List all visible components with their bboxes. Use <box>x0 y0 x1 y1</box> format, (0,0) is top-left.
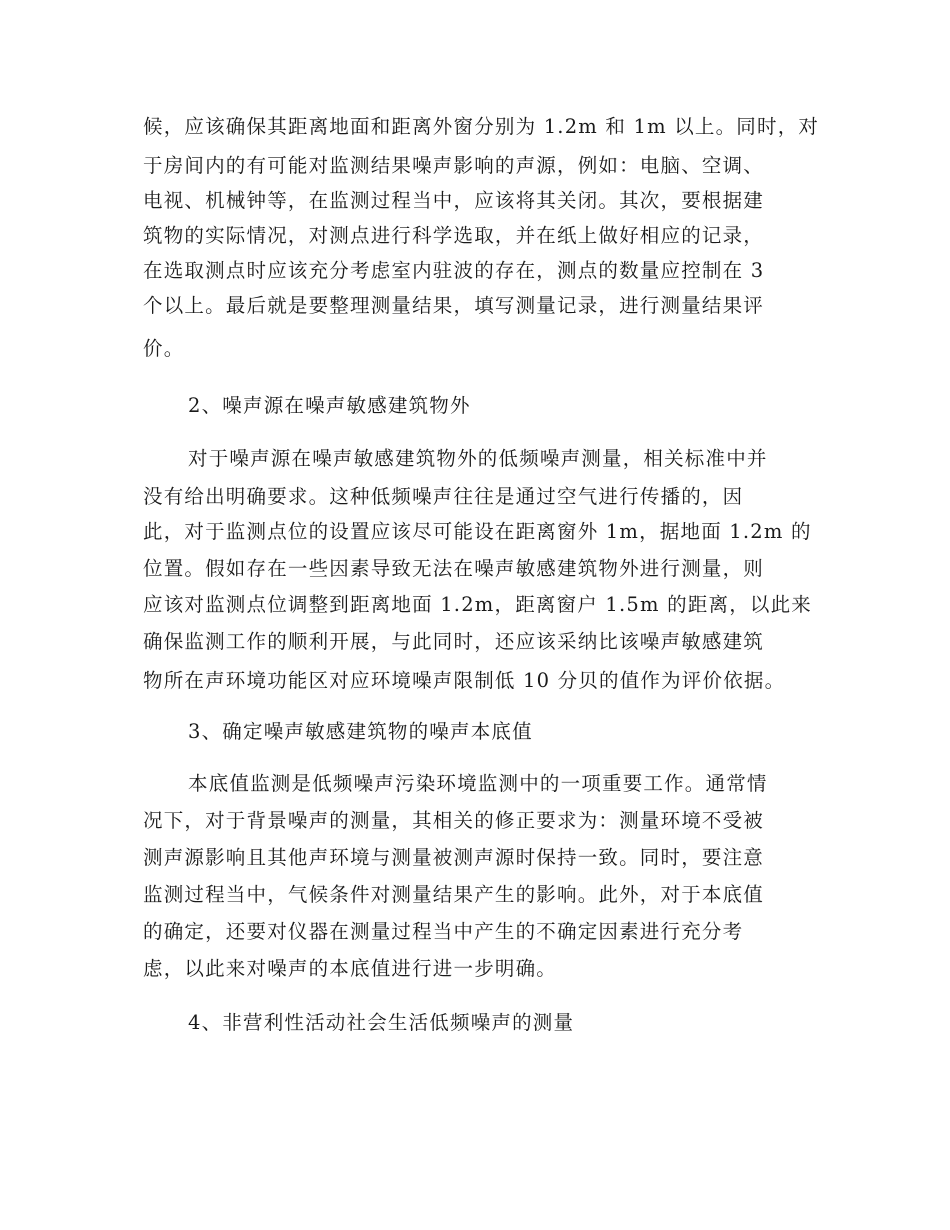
paragraph-line: 候，应该确保其距离地面和距离外窗分别为 1.2m 和 1m 以上。同时，对 <box>143 115 820 138</box>
paragraph-line: 电视、机械钟等，在监测过程当中，应该将其关闭。其次，要根据建 <box>143 189 765 212</box>
section-heading-4: 4、非营利性活动社会生活低频噪声的测量 <box>188 1011 575 1034</box>
paragraph-line: 没有给出明确要求。这种低频噪声往往是通过空气进行传播的，因 <box>143 485 744 508</box>
section-heading-2: 2、噪声源在噪声敏感建筑物外 <box>188 394 471 417</box>
paragraph-line: 的确定，还要对仪器在测量过程当中产生的不确定因素进行充分考 <box>143 920 744 943</box>
paragraph-line: 况下，对于背景噪声的测量，其相关的修正要求为：测量环境不受被 <box>143 809 765 832</box>
paragraph-line: 在选取测点时应该充分考虑室内驻波的存在，测点的数量应控制在 3 <box>143 259 765 282</box>
paragraph-line: 此，对于监测点位的设置应该尽可能设在距离窗外 1m，据地面 1.2m 的 <box>143 520 812 543</box>
paragraph-line: 虑，以此来对噪声的本底值进行进一步明确。 <box>143 957 558 980</box>
paragraph-line: 价。 <box>143 337 185 360</box>
paragraph-line: 于房间内的有可能对监测结果噪声影响的声源，例如：电脑、空调、 <box>143 154 765 177</box>
paragraph-line: 个以上。最后就是要整理测量结果，填写测量记录，进行测量结果评 <box>143 294 765 317</box>
paragraph-line: 位置。假如存在一些因素导致无法在噪声敏感建筑物外进行测量，则 <box>143 557 765 580</box>
paragraph-line: 确保监测工作的顺利开展，与此同时，还应该采纳比该噪声敏感建筑 <box>143 630 765 653</box>
paragraph-line: 筑物的实际情况，对测点进行科学选取，并在纸上做好相应的记录， <box>143 224 765 247</box>
paragraph-line: 测声源影响且其他声环境与测量被测声源时保持一致。同时，要注意 <box>143 846 765 869</box>
paragraph-line: 监测过程当中，气候条件对测量结果产生的影响。此外，对于本底值 <box>143 883 765 906</box>
section-heading-3: 3、确定噪声敏感建筑物的噪声本底值 <box>188 720 533 743</box>
paragraph-line: 对于噪声源在噪声敏感建筑物外的低频噪声测量，相关标准中并 <box>188 447 768 470</box>
paragraph-line: 应该对监测点位调整到距离地面 1.2m，距离窗户 1.5m 的距离，以此来 <box>143 593 813 616</box>
paragraph-line: 物所在声环境功能区对应环境噪声限制低 10 分贝的值作为评价依据。 <box>143 669 786 692</box>
paragraph-line: 本底值监测是低频噪声污染环境监测中的一项重要工作。通常情 <box>188 772 768 795</box>
